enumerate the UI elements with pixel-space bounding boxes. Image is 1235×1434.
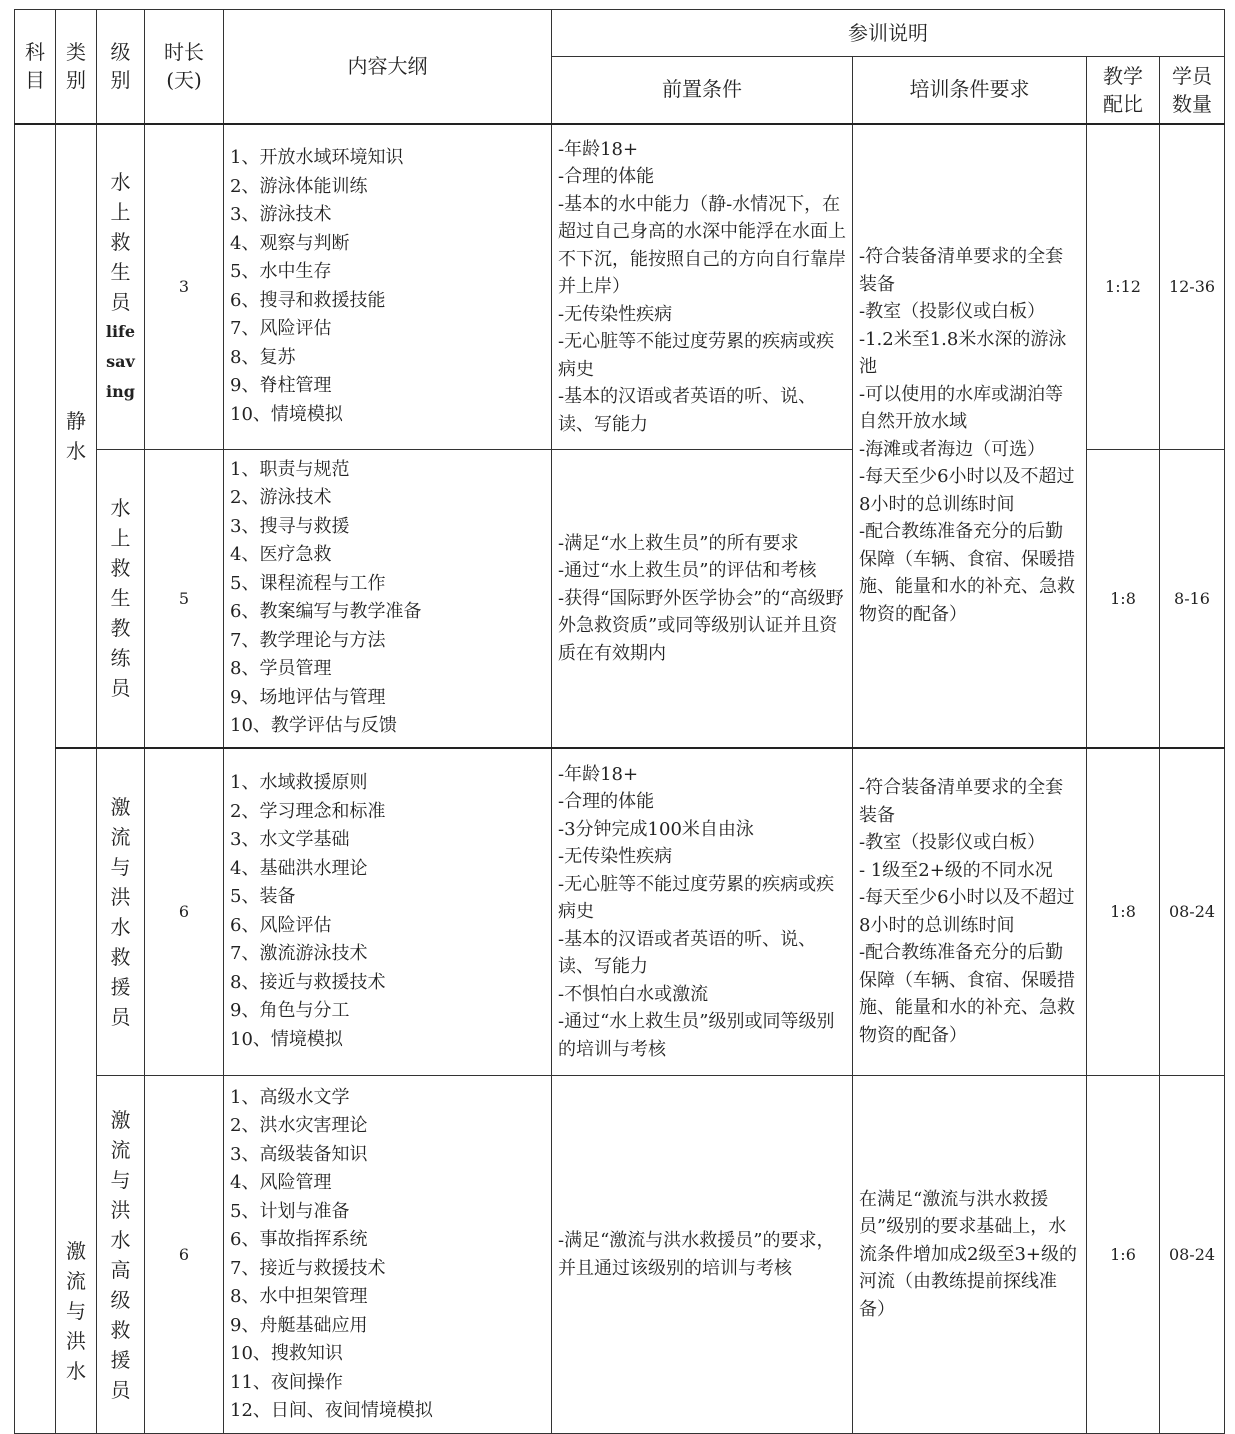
prerequisite-item: -年龄18+ [558,763,639,785]
level-char: 高 [110,1257,131,1282]
level-char: 援 [110,1347,131,1372]
level-lifesaver [97,124,145,450]
header-outline-text: 内容大纲 [347,53,428,78]
outline-cell [224,1076,552,1434]
outline-item: 4、观察与判断 [230,232,350,254]
header-row-1 [15,10,1225,57]
outline-item: 12、日间、夜间情境模拟 [230,1400,433,1421]
table-row [15,124,1225,450]
level-char: 救 [110,556,131,581]
outline-item: 3、游泳技术 [230,204,332,226]
requirement-item: 在满足“激流与洪水救援员”级别的要求基础上，水流条件增加成2级至3+级的河流（由教练提前探线准备） [859,1188,1077,1320]
students-cell: 08-24 [1160,1076,1225,1434]
requirements-cell [853,748,1087,1076]
ratio-cell: 1:8 [1087,450,1160,748]
requirement-item: -配合教练准备充分的后勤保障（车辆、食宿、保暖措施、能量和水的补充、急救物资的配备） [859,521,1075,625]
prerequisite-item: -合理的体能 [558,166,655,187]
header-level: 级别 [97,10,145,124]
prerequisite-item: -无传染性疾病 [558,846,673,867]
prerequisite-item: -不惧怕白水或激流 [558,983,709,1005]
ratio-cell: 1:12 [1087,124,1160,450]
requirements-cell-still-water [853,124,1087,748]
level-char: 援 [110,974,131,999]
outline-item: 8、学员管理 [230,658,332,680]
level-char: 流 [110,824,131,849]
header-training-requirements [853,57,1087,124]
outline-item: 6、事故指挥系统 [230,1229,368,1250]
ratio-cell: 1:6 [1087,1076,1160,1434]
header-category: 类别 [56,10,97,124]
requirement-item: -教室（投影仪或白板） [859,301,1046,322]
subject-cell [15,124,56,1434]
outline-item: 5、计划与准备 [230,1200,350,1222]
level-char: 水 [110,914,131,939]
students-cell: 08-24 [1160,748,1225,1076]
ratio-cell: 1:8 [1087,748,1160,1076]
duration-cell: 3 [145,124,224,450]
level-char: 洪 [110,884,131,909]
prerequisite-item: -基本的汉语或者英语的听、说、读、写能力 [558,386,817,435]
requirement-item: -每天至少6小时以及不超过8小时的总训练时间 [859,887,1075,936]
outline-item: 8、水中担架管理 [230,1286,368,1307]
outline-item: 4、风险管理 [230,1172,332,1193]
outline-item: 7、接近与救援技术 [230,1257,386,1279]
outline-item: 7、教学理论与方法 [230,629,386,651]
category-still-water: 静水 [56,124,97,748]
training-table [14,9,1225,1434]
outline-item: 6、风险评估 [230,914,332,936]
header-training-notes-text: 参训说明 [848,20,928,45]
outline-item: 7、激流游泳技术 [230,943,368,965]
level-char: 生 [110,259,131,284]
level-char: 救 [110,944,131,969]
duration-cell: 6 [145,748,224,1076]
outline-item: 10、情境模拟 [230,403,343,425]
level-char: 员 [110,1377,131,1402]
prerequisite-item: -无心脏等不能过度劳累的疾病或疾病史 [558,331,835,380]
outline-item: 8、复苏 [230,346,296,368]
level-char: 级 [110,1287,131,1312]
students-cell: 12-36 [1160,124,1225,450]
prerequisite-item: -满足“水上救生员”的所有要求 [558,532,799,554]
outline-item: 11、夜间操作 [230,1371,343,1393]
header-outline [224,10,552,124]
level-char: 练 [110,646,131,671]
outline-item: 5、装备 [230,886,296,908]
header-teaching-ratio: 教学配比 [1087,57,1160,124]
outline-item: 3、水文学基础 [230,829,350,851]
prerequisites-cell [552,450,853,748]
outline-item: 10、教学评估与反馈 [230,715,397,737]
prerequisite-item: -满足“激流与洪水救援员”的要求，并且通过该级别的培训与考核 [558,1230,835,1279]
level-char: 水 [110,169,131,194]
outline-item: 2、游泳技术 [230,487,332,509]
prerequisite-item: -3分钟完成100米自由泳 [558,818,754,840]
outline-item: 1、水域救援原则 [230,772,368,794]
prerequisite-item: -基本的水中能力（静-水情况下，在超过自己身高的水深中能浮在水面上不下沉，能按照自己的方向自行靠岸并上岸） [558,193,846,297]
level-char: 员 [110,289,131,314]
level-char: 流 [110,1137,131,1162]
outline-item: 7、风险评估 [230,318,332,340]
level-char: 员 [110,676,131,701]
outline-item: 5、课程流程与工作 [230,572,386,594]
requirement-item: -1.2米至1.8米水深的游泳池 [859,328,1067,377]
requirement-item: -符合装备清单要求的全套装备 [859,246,1064,295]
prerequisite-item: -通过“水上救生员”级别或同等级别的培训与考核 [558,1011,835,1060]
requirement-item: -教室（投影仪或白板） [859,832,1046,854]
prerequisite-item: -通过“水上救生员”的评估和考核 [558,560,817,581]
outline-item: 1、高级水文学 [230,1086,350,1108]
level-char: 教 [110,616,131,641]
level-char: 救 [110,1317,131,1342]
level-lifesaving-coach [97,450,145,748]
prerequisite-item: -无心脏等不能过度劳累的疾病或疾病史 [558,873,835,922]
level-char: 生 [110,586,131,611]
outline-item: 9、舟艇基础应用 [230,1314,368,1336]
level-char: 水 [110,1227,131,1252]
level-char: 员 [110,1004,131,1029]
prerequisite-item: -基本的汉语或者英语的听、说、读、写能力 [558,928,817,977]
outline-item: 6、搜寻和救援技能 [230,289,386,311]
table-row [15,748,1225,1076]
prerequisite-item: -无传染性疾病 [558,303,673,325]
prerequisite-item: -合理的体能 [558,791,655,812]
level-latin: sav [106,351,135,371]
outline-item: 8、接近与救援技术 [230,971,386,993]
table-row [15,1076,1225,1434]
requirements-cell [853,1076,1087,1434]
outline-item: 9、场地评估与管理 [230,686,386,708]
header-training-requirements-text: 培训条件要求 [909,77,1030,102]
requirement-item: -海滩或者海边（可选） [859,438,1046,460]
header-student-count: 学员数量 [1160,57,1225,124]
duration-cell: 6 [145,1076,224,1434]
header-subject: 科目 [15,10,56,124]
prerequisites-cell [552,1076,853,1434]
duration-cell: 5 [145,450,224,748]
level-char: 水 [110,496,131,521]
requirement-item: -可以使用的水库或湖泊等自然开放水域 [859,383,1064,432]
outline-item: 2、游泳体能训练 [230,175,368,197]
students-cell: 8-16 [1160,450,1225,748]
outline-item: 2、洪水灾害理论 [230,1115,368,1136]
requirement-item: -配合教练准备充分的后勤保障（车辆、食宿、保暖措施、能量和水的补充、急救物资的配备） [859,942,1075,1046]
outline-item: 4、医疗急救 [230,544,332,566]
prerequisites-cell [552,748,853,1076]
prerequisites-cell [552,124,853,450]
level-swiftwater-rescuer [97,748,145,1076]
outline-cell [224,748,552,1076]
outline-item: 2、学习理念和标准 [230,800,386,822]
level-advanced-swiftwater-rescuer [97,1076,145,1434]
outline-item: 3、高级装备知识 [230,1143,368,1165]
level-char: 上 [110,526,131,551]
header-prerequisites [552,57,853,124]
level-char: 洪 [110,1197,131,1222]
header-training-notes [552,10,1225,57]
outline-item: 9、脊柱管理 [230,375,332,397]
requirement-item: -符合装备清单要求的全套装备 [859,777,1064,826]
outline-item: 6、教案编写与教学准备 [230,601,422,623]
level-char: 救 [110,229,131,254]
prerequisite-item: -年龄18+ [558,138,639,160]
level-char: 上 [110,199,131,224]
category-swift-water: 激流与洪水 [56,748,97,1434]
outline-item: 5、水中生存 [230,261,332,283]
header-prerequisites-text: 前置条件 [662,77,742,102]
requirement-item: -每天至少6小时以及不超过8小时的总训练时间 [859,466,1075,515]
level-latin: ing [106,381,135,401]
outline-item: 3、搜寻与救援 [230,515,350,537]
outline-item: 1、开放水域环境知识 [230,147,404,169]
requirement-item: - 1级至2+级的不同水况 [859,859,1053,881]
outline-cell [224,124,552,450]
level-char: 与 [110,1167,131,1192]
level-char: 激 [110,1107,131,1132]
level-char: 激 [110,794,131,819]
level-char: 与 [110,854,131,879]
outline-item: 10、情境模拟 [230,1028,343,1050]
prerequisite-item: -获得“国际野外医学协会”的“高级野外急救资质”或同等级别认证并且资质在有效期内 [558,587,844,664]
level-latin: life [105,321,136,341]
outline-item: 1、职责与规范 [230,458,350,480]
header-duration: 时长(天) [145,10,224,124]
outline-item: 9、角色与分工 [230,1000,350,1022]
outline-cell [224,450,552,748]
outline-item: 10、搜救知识 [230,1343,343,1364]
outline-item: 4、基础洪水理论 [230,857,368,879]
